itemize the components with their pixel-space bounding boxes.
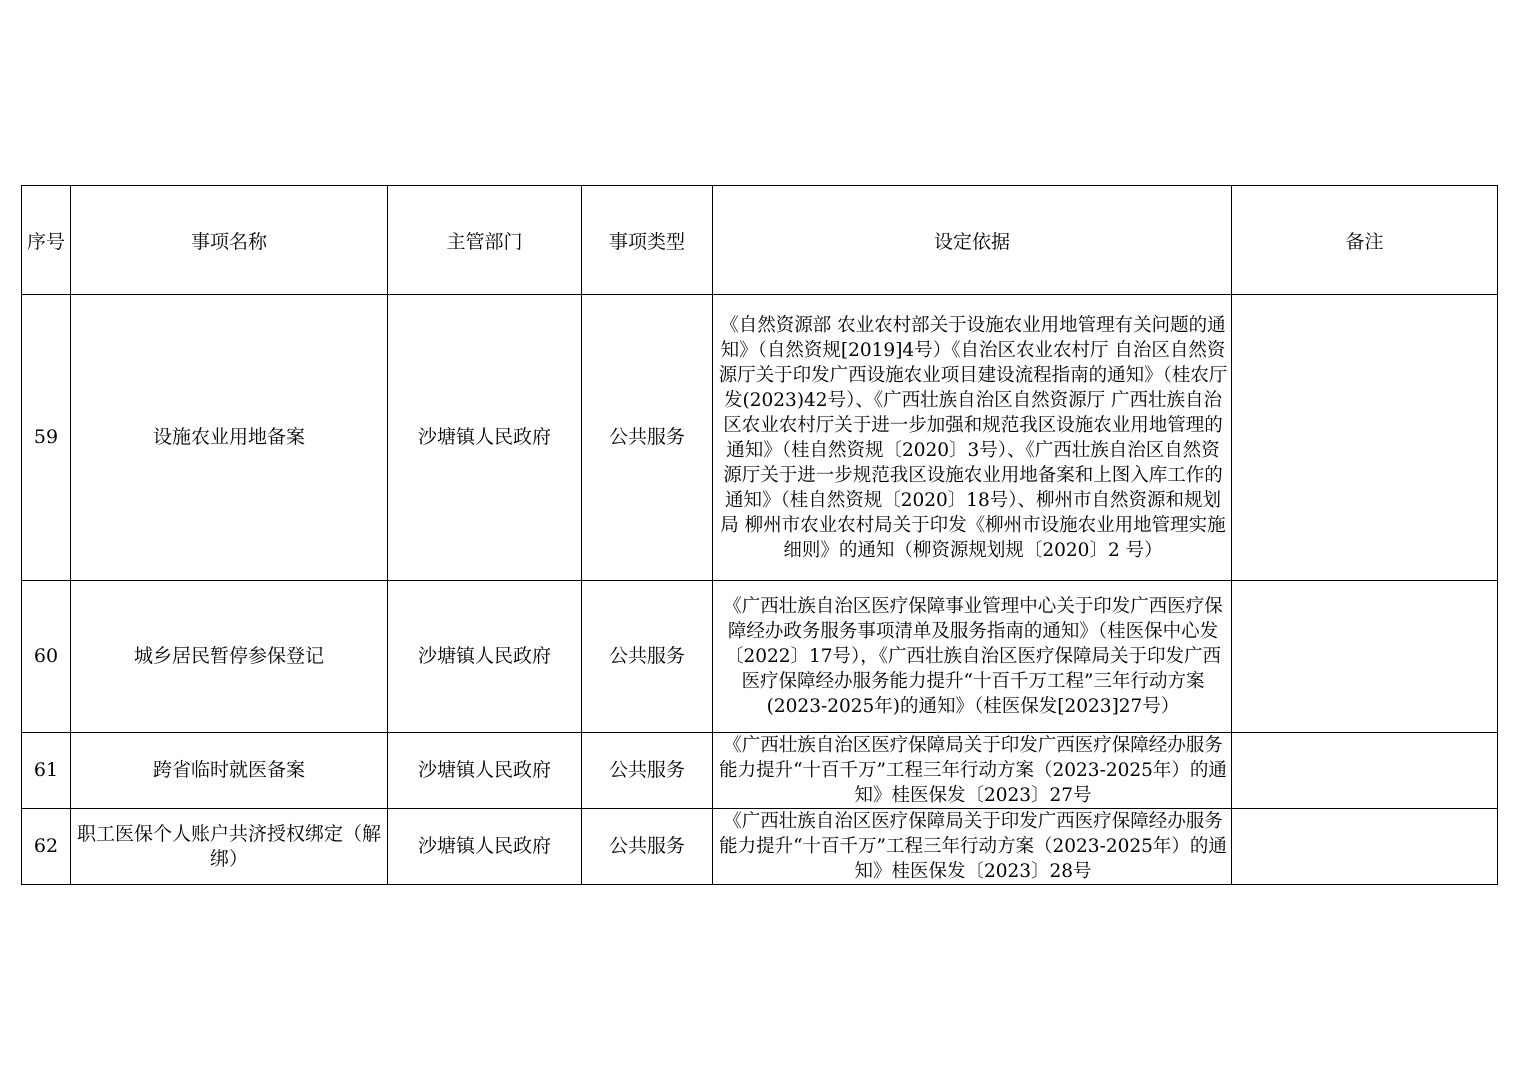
- cell-type: 公共服务: [582, 295, 713, 581]
- header-type: 事项类型: [582, 186, 713, 295]
- cell-basis: 《广西壮族自治区医疗保障事业管理中心关于印发广西医疗保障经办政务服务事项清单及服务指南的通知》（桂医保中心发〔2022〕17号），《广西壮族自治区医疗保障局关于印发广西医疗保障经办服务能力提升“十百千万工程”三年行动方案(2023-2025年)的通知》（桂医保发[2023]27号）: [713, 581, 1232, 733]
- cell-name: 职工医保个人账户共济授权绑定（解绑）: [71, 809, 388, 885]
- cell-dept: 沙塘镇人民政府: [388, 581, 582, 733]
- cell-remark: [1232, 809, 1498, 885]
- cell-basis: 《自然资源部 农业农村部关于设施农业用地管理有关问题的通知》（自然资规[2019]4号）《自治区农业农村厅 自治区自然资源厅关于印发广西设施农业项目建设流程指南的通知》（桂农厅发(2023)42号）、《广西壮族自治区自然资源厅 广西壮族自治区农业农村厅关于进一步加强和规范我区设施农业用地管理的通知》（桂自然资规〔2020〕3号）、《广西壮族自治区自然资源厅关于进一步规范我区设施农业用地备案和上图入库工作的通知》（桂自然资规〔2020〕18号）、柳州市自然资源和规划局 柳州市农业农村局关于印发《柳州市设施农业用地管理实施细则》的通知（柳资源规划规〔2020〕2 号）: [713, 295, 1232, 581]
- cell-dept: 沙塘镇人民政府: [388, 809, 582, 885]
- cell-remark: [1232, 733, 1498, 809]
- cell-no: 62: [22, 809, 71, 885]
- cell-dept: 沙塘镇人民政府: [388, 295, 582, 581]
- cell-no: 60: [22, 581, 71, 733]
- cell-name: 跨省临时就医备案: [71, 733, 388, 809]
- table-header: [22, 186, 1498, 295]
- service-items-table: [21, 185, 1498, 885]
- header-name: 事项名称: [71, 186, 388, 295]
- table-row: [22, 733, 1498, 809]
- header-remark: 备注: [1232, 186, 1498, 295]
- table-row: [22, 581, 1498, 733]
- table-row: [22, 809, 1498, 885]
- cell-name: 设施农业用地备案: [71, 295, 388, 581]
- cell-type: 公共服务: [582, 581, 713, 733]
- cell-basis: 《广西壮族自治区医疗保障局关于印发广西医疗保障经办服务能力提升“十百千万”工程三年行动方案（2023-2025年）的通知》桂医保发〔2023〕27号: [713, 733, 1232, 809]
- header-dept: 主管部门: [388, 186, 582, 295]
- cell-remark: [1232, 295, 1498, 581]
- table-row: [22, 295, 1498, 581]
- cell-type: 公共服务: [582, 809, 713, 885]
- header-no: 序号: [22, 186, 71, 295]
- header-row: [22, 186, 1498, 295]
- cell-no: 61: [22, 733, 71, 809]
- cell-remark: [1232, 581, 1498, 733]
- cell-name: 城乡居民暂停参保登记: [71, 581, 388, 733]
- cell-no: 59: [22, 295, 71, 581]
- cell-dept: 沙塘镇人民政府: [388, 733, 582, 809]
- table-body: [22, 295, 1498, 885]
- cell-type: 公共服务: [582, 733, 713, 809]
- header-basis: 设定依据: [713, 186, 1232, 295]
- cell-basis: 《广西壮族自治区医疗保障局关于印发广西医疗保障经办服务能力提升“十百千万”工程三年行动方案（2023-2025年）的通知》桂医保发〔2023〕28号: [713, 809, 1232, 885]
